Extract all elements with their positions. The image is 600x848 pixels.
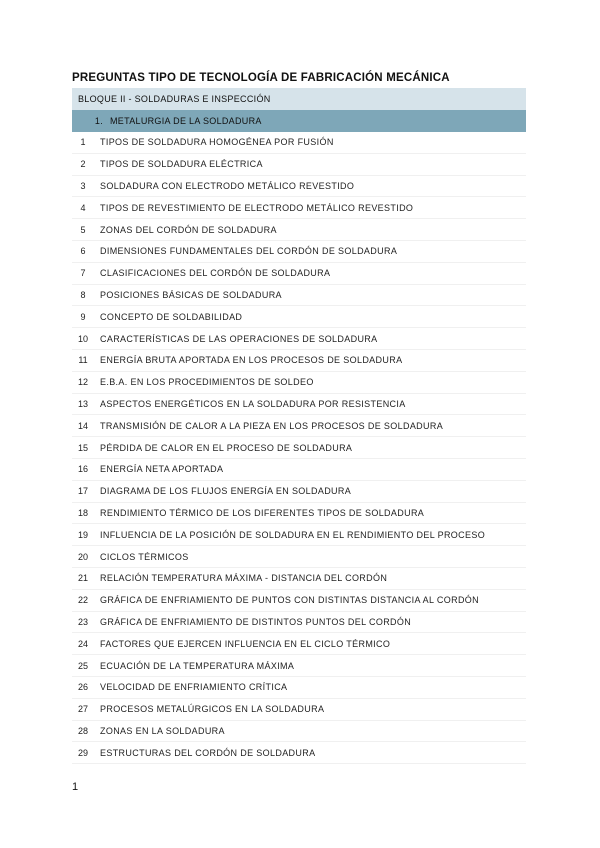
topic-text: PROCESOS METALÚRGICOS EN LA SOLDADURA	[100, 704, 325, 715]
topic-row	[72, 590, 526, 612]
topic-number: 9	[80, 311, 86, 322]
topic-row	[72, 742, 526, 764]
topic-text: ENERGÍA BRUTA APORTADA EN LOS PROCESOS DE SOLDADURA	[100, 355, 403, 366]
topic-text: PÉRDIDA DE CALOR EN EL PROCESO DE SOLDADURA	[100, 442, 353, 453]
topic-number: 3	[80, 180, 86, 191]
topic-row	[72, 285, 526, 307]
topic-text: ZONAS DEL CORDÓN DE SOLDADURA	[100, 224, 277, 235]
topic-text: CICLOS TÉRMICOS	[100, 551, 189, 562]
topic-number: 27	[77, 704, 88, 715]
topic-text: ESTRUCTURAS DEL CORDÓN DE SOLDADURA	[100, 747, 316, 758]
topic-row	[72, 612, 526, 634]
topic-row	[72, 306, 526, 328]
topic-number: 6	[80, 246, 86, 257]
topic-number: 22	[77, 595, 88, 606]
topic-number: 28	[77, 725, 88, 736]
topic-text: RELACIÓN TEMPERATURA MÁXIMA - DISTANCIA DEL CORDÓN	[100, 573, 388, 584]
topic-row	[72, 197, 526, 219]
section-header	[72, 110, 526, 132]
topic-text: DIAGRAMA DE LOS FLUJOS ENERGÍA EN SOLDADURA	[100, 486, 352, 497]
topic-text: ENERGÍA NETA APORTADA	[100, 464, 224, 475]
topic-number: 11	[78, 355, 88, 366]
topic-text: ZONAS EN LA SOLDADURA	[100, 725, 225, 736]
section-title: METALURGIA DE LA SOLDADURA	[110, 116, 262, 126]
topic-text: SOLDADURA CON ELECTRODO METÁLICO REVESTIDO	[100, 180, 355, 191]
topic-text: GRÁFICA DE ENFRIAMIENTO DE PUNTOS CON DISTINTAS DISTANCIA AL CORDÓN	[100, 595, 479, 606]
page-number: 1	[72, 781, 79, 793]
topic-number: 4	[80, 202, 86, 213]
topic-row	[72, 481, 526, 503]
topic-row	[72, 263, 526, 285]
topic-text: TIPOS DE REVESTIMIENTO DE ELECTRODO METÁLICO REVESTIDO	[100, 202, 414, 213]
topic-text: TRANSMISIÓN DE CALOR A LA PIEZA EN LOS PROCESOS DE SOLDADURA	[100, 420, 444, 431]
topic-row	[72, 633, 526, 655]
topic-row	[72, 437, 526, 459]
topic-text: RENDIMIENTO TÉRMICO DE LOS DIFERENTES TIPOS DE SOLDADURA	[100, 507, 425, 518]
topic-text: CONCEPTO DE SOLDABILIDAD	[100, 311, 243, 322]
topic-number: 5	[80, 224, 86, 235]
topic-row	[72, 394, 526, 416]
topic-row	[72, 241, 526, 263]
topic-number: 14	[77, 420, 88, 431]
topic-number: 15	[77, 442, 88, 453]
topic-row	[72, 677, 526, 699]
topic-text: ECUACIÓN DE LA TEMPERATURA MÁXIMA	[100, 660, 295, 671]
topic-text: FACTORES QUE EJERCEN INFLUENCIA EN EL CICLO TÉRMICO	[100, 638, 391, 649]
topic-row	[72, 219, 526, 241]
topic-text: GRÁFICA DE ENFRIAMIENTO DE DISTINTOS PUNTOS DEL CORDÓN	[100, 616, 412, 627]
topic-number: 25	[77, 660, 88, 671]
document-title: PREGUNTAS TIPO DE TECNOLOGÍA DE FABRICACIÓN MECÁNICA	[72, 72, 450, 84]
topic-text: VELOCIDAD DE ENFRIAMIENTO CRÍTICA	[100, 682, 288, 693]
block-header	[72, 88, 526, 110]
topic-text: CLASIFICACIONES DEL CORDÓN DE SOLDADURA	[100, 268, 331, 279]
topic-number: 10	[77, 333, 88, 344]
topic-number: 18	[77, 507, 88, 518]
topic-number: 12	[77, 377, 88, 388]
topic-row	[72, 176, 526, 198]
topic-number: 16	[77, 464, 88, 475]
topic-number: 24	[77, 638, 88, 649]
section-number: 1.	[94, 116, 103, 126]
topic-number: 21	[77, 573, 88, 584]
topic-text: TIPOS DE SOLDADURA HOMOGÉNEA POR FUSIÓN	[100, 137, 334, 148]
topic-number: 1	[80, 137, 86, 148]
topic-row	[72, 132, 526, 154]
topic-row	[72, 568, 526, 590]
topic-number: 7	[80, 268, 86, 279]
topic-number: 2	[80, 159, 86, 170]
block-header-label: BLOQUE II - SOLDADURAS E INSPECCIÓN	[78, 94, 271, 104]
topic-number: 20	[77, 551, 88, 562]
topic-row	[72, 503, 526, 525]
topic-row	[72, 372, 526, 394]
topic-text: CARACTERÍSTICAS DE LAS OPERACIONES DE SOLDADURA	[100, 333, 378, 344]
topic-number: 26	[77, 682, 88, 693]
topic-number: 8	[80, 289, 86, 300]
topic-number: 29	[77, 747, 88, 758]
topic-row	[72, 721, 526, 743]
topic-number: 23	[77, 616, 88, 627]
topic-row	[72, 699, 526, 721]
topic-text: TIPOS DE SOLDADURA ELÉCTRICA	[100, 159, 263, 170]
topic-number: 19	[77, 529, 88, 540]
topic-text: POSICIONES BÁSICAS DE SOLDADURA	[100, 289, 282, 300]
topic-row	[72, 524, 526, 546]
topic-row	[72, 546, 526, 568]
topic-list	[72, 132, 526, 764]
topic-text: ASPECTOS ENERGÉTICOS EN LA SOLDADURA POR RESISTENCIA	[100, 398, 406, 409]
topic-number: 13	[77, 398, 88, 409]
topic-row	[72, 154, 526, 176]
topic-number: 17	[77, 486, 88, 497]
topic-row	[72, 655, 526, 677]
topic-text: E.B.A. EN LOS PROCEDIMIENTOS DE SOLDEO	[100, 377, 314, 388]
topic-text: DIMENSIONES FUNDAMENTALES DEL CORDÓN DE SOLDADURA	[100, 246, 398, 257]
topic-row	[72, 459, 526, 481]
topic-row	[72, 328, 526, 350]
topic-row	[72, 350, 526, 372]
topic-text: INFLUENCIA DE LA POSICIÓN DE SOLDADURA EN EL RENDIMIENTO DEL PROCESO	[100, 529, 486, 540]
topic-row	[72, 415, 526, 437]
